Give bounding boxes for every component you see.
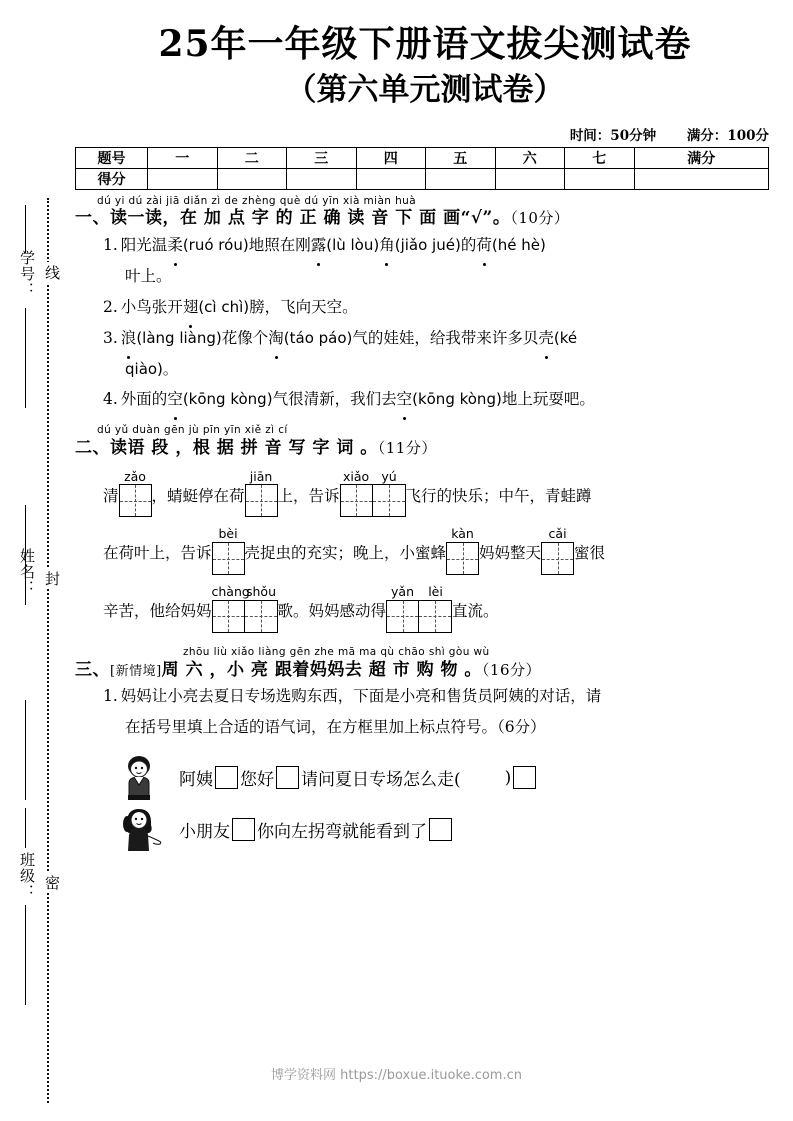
exam-meta <box>75 124 775 144</box>
section-three-number: 三、 <box>75 659 110 680</box>
pinyin-option[interactable]: (làng liàng) <box>136 329 222 348</box>
pinyin-option[interactable]: (kōng kòng) <box>412 390 502 409</box>
score-col-header: 四 <box>356 147 426 168</box>
section-one-heading <box>75 207 775 230</box>
table-row <box>76 147 769 168</box>
passage-text: ，蜻蜓停在荷 <box>151 486 245 505</box>
punctuation-box[interactable] <box>513 766 536 789</box>
page-subtitle: （第六单元测试卷） <box>285 72 565 108</box>
exam-time: 时间：50分钟 <box>569 127 657 144</box>
punctuation-box[interactable] <box>232 818 255 841</box>
dialogue-text: 你向左拐弯就能看到了 <box>257 822 427 843</box>
exam-full-score: 满分：100分 <box>686 127 769 144</box>
section-three-heading <box>75 659 775 682</box>
question-continuation: 叶上。 <box>125 267 172 286</box>
section-one <box>75 196 775 415</box>
tianzige-pinyin: xiǎo yú <box>342 468 397 484</box>
tianzige-pinyin: yǎn lèi <box>391 584 443 600</box>
section-two-points: （11分） <box>377 438 437 457</box>
pinyin-option[interactable]: (táo páo) <box>283 329 353 348</box>
section-three-points: （16分） <box>481 660 542 679</box>
fill-in-line <box>103 470 775 518</box>
score-col-header: 二 <box>217 147 287 168</box>
tianzige-pinyin: kàn <box>451 526 474 542</box>
dotted-char: 淘 <box>268 323 284 354</box>
dialogue-text-boy <box>179 765 538 790</box>
tianzige-group[interactable] <box>212 585 278 633</box>
dotted-char: 柔 <box>167 230 183 261</box>
seal-char-xian: 线 <box>37 262 59 283</box>
tianzige-pinyin: bèi <box>218 526 238 542</box>
score-cell[interactable] <box>287 168 357 189</box>
section-one-points: （10分） <box>510 209 570 228</box>
fill-in-line <box>103 527 775 575</box>
tianzige-pinyin: chàng shǒu <box>211 584 277 600</box>
tianzige-box[interactable] <box>245 484 278 517</box>
dialogue-text: 小朋友 <box>179 822 230 843</box>
score-col-header: 三 <box>287 147 357 168</box>
seal-char-feng: 封 <box>37 568 59 589</box>
student-class-field: 班级： <box>18 852 36 900</box>
dialogue-text: ) <box>504 767 512 788</box>
tianzige-group[interactable] <box>446 527 479 575</box>
pinyin-option[interactable]: (kōng kòng) <box>182 390 273 409</box>
score-cell[interactable] <box>495 168 565 189</box>
section-one-heading-text: 一、读一读，在 加 点 字 的 正 确 读 音 下 面 画“√”。 <box>75 208 511 229</box>
question-1-2 <box>103 292 775 323</box>
tianzige-box[interactable] <box>212 600 245 633</box>
margin-rule <box>25 700 26 800</box>
tianzige-box[interactable] <box>245 600 278 633</box>
seal-char-mi: 密 <box>37 872 59 893</box>
question-continuation: qiào)。 <box>125 360 178 379</box>
question-text: 地照在刚 <box>248 236 311 255</box>
boy-avatar <box>115 753 167 803</box>
passage-text: 歌。妈妈感动得 <box>277 601 387 620</box>
woman-avatar <box>115 805 167 855</box>
dialogue-row-boy <box>115 752 775 804</box>
table-row <box>76 168 769 189</box>
score-cell[interactable] <box>356 168 426 189</box>
question-3-1 <box>103 681 775 741</box>
question-text: 气很清新，我们去 <box>272 390 397 409</box>
pinyin-option[interactable]: (lù lòu) <box>326 236 380 255</box>
score-cell[interactable] <box>148 168 218 189</box>
section-two-pinyin: dú yǔ duàn gēn jù pīn yīn xiě zì cí <box>97 424 288 437</box>
tianzige-group[interactable] <box>245 470 278 518</box>
score-col-header: 一 <box>148 147 218 168</box>
tianzige-box[interactable] <box>212 542 245 575</box>
margin-rule <box>25 205 26 253</box>
section-two <box>75 425 775 633</box>
section-three-heading-text: 周 六 ，小 亮 跟着妈妈去 超 市 购 物 。 <box>161 659 482 680</box>
score-row-label: 题号 <box>76 147 148 168</box>
tianzige-pinyin: jiān <box>249 468 273 484</box>
question-continuation <box>125 712 775 742</box>
dialogue-text: 您好 <box>240 770 274 791</box>
score-table <box>75 147 769 190</box>
tianzige-box[interactable] <box>373 484 406 517</box>
dialogue-text: 请问夏日专场怎么走( <box>301 770 461 791</box>
dialogue-text: 阿姨 <box>179 770 213 791</box>
margin-rule <box>25 308 26 408</box>
question-text: 气的娃娃，给我带来许多贝 <box>352 329 539 348</box>
score-col-header: 满分 <box>634 147 769 168</box>
student-name-field: 姓名： <box>18 548 36 596</box>
score-cell[interactable] <box>634 168 769 189</box>
passage-text: 上，告诉 <box>277 486 340 505</box>
question-points: （6分） <box>497 717 546 736</box>
tianzige-group[interactable] <box>212 527 245 575</box>
section-three <box>75 647 775 856</box>
question-text: 花像个 <box>221 329 269 348</box>
section-two-heading-text: 二、读语 段 ，根 据 拼 音 写 字 词 。 <box>75 437 378 458</box>
dotted-char: 空 <box>167 384 183 415</box>
question-index: 1. <box>103 236 118 255</box>
score-cell[interactable] <box>565 168 635 189</box>
dotted-char: 空 <box>397 384 413 415</box>
dialogue-block <box>115 752 775 856</box>
question-1-4 <box>103 384 775 415</box>
tianzige-box[interactable] <box>386 600 419 633</box>
question-text: 的 <box>460 236 477 255</box>
tianzige-box[interactable] <box>340 484 373 517</box>
margin-rule <box>25 808 26 848</box>
score-row-label: 得分 <box>76 168 148 189</box>
pinyin-option[interactable]: (cì chì) <box>198 298 250 317</box>
tianzige-group[interactable] <box>340 470 406 518</box>
pinyin-option[interactable]: (hé hè) <box>491 236 546 255</box>
tianzige-group[interactable] <box>119 470 152 518</box>
score-col-header: 七 <box>565 147 635 168</box>
tianzige-pinyin: cǎi <box>548 526 567 542</box>
question-text-line2: 在括号里填上合适的语气词，在方框里加上标点符号。 <box>125 717 498 736</box>
question-text: 妈妈让小亮去夏日专场选购东西，下面是小亮和售货员阿姨的对话，请 <box>120 687 602 706</box>
pinyin-option[interactable]: (ruó róu) <box>182 236 249 255</box>
question-1-1 <box>103 230 775 292</box>
passage-text: 辛苦，他给妈妈 <box>103 601 212 620</box>
seal-dotted-line <box>47 198 49 1103</box>
new-scenario-tag: [新情境] <box>110 663 162 679</box>
tianzige-box[interactable] <box>419 600 452 633</box>
score-col-header: 五 <box>426 147 496 168</box>
question-1-3 <box>103 323 775 384</box>
tianzige-group[interactable] <box>386 585 452 633</box>
question-text: 膀，飞向天空。 <box>249 298 358 317</box>
pinyin-option[interactable]: (jiǎo jué) <box>394 236 461 255</box>
section-two-heading <box>75 437 775 460</box>
section-three-pinyin: zhōu liù xiǎo liàng gēn zhe mā ma qù chāo shì gòu wù <box>183 645 490 658</box>
fill-in-line <box>103 585 775 633</box>
page-title: 25年一年级下册语文拔尖测试卷 <box>158 23 692 65</box>
dotted-char: 翅 <box>183 292 199 323</box>
passage-text: 清 <box>103 486 119 505</box>
dotted-char: 露 <box>311 230 327 261</box>
question-index: 4. <box>103 390 118 409</box>
question-text: 阳光温 <box>120 236 168 255</box>
tianzige-box[interactable] <box>446 542 479 575</box>
score-cell[interactable] <box>426 168 496 189</box>
dotted-char: 荷 <box>476 230 492 261</box>
dotted-char: 角 <box>379 230 395 261</box>
seal-margin <box>0 0 75 1121</box>
question-index: 2. <box>103 298 118 317</box>
margin-rule <box>25 905 26 1005</box>
question-text: 地上玩耍吧。 <box>501 390 595 409</box>
student-id-field: 学号： <box>18 250 36 298</box>
punctuation-box[interactable] <box>215 766 238 789</box>
section-two-body <box>75 470 775 633</box>
pinyin-option[interactable]: (ké <box>553 329 578 348</box>
dotted-char: 壳 <box>538 323 554 354</box>
question-index: 1. <box>103 687 118 706</box>
question-index: 3. <box>103 329 118 348</box>
dialogue-row-woman <box>115 804 775 856</box>
tianzige-pinyin: zǎo <box>124 468 146 484</box>
tianzige-group[interactable] <box>541 527 574 575</box>
dialogue-text-woman <box>179 817 454 842</box>
tianzige-box[interactable] <box>541 542 574 575</box>
question-text: 外面的 <box>120 390 168 409</box>
punctuation-box[interactable] <box>429 818 452 841</box>
dotted-char: 浪 <box>121 323 137 354</box>
score-cell[interactable] <box>217 168 287 189</box>
passage-text: 直流。 <box>452 601 499 620</box>
footer-watermark: 博学资料网 https://boxue.ituoke.com.cn <box>271 1068 522 1083</box>
question-text: 小鸟张开 <box>120 298 183 317</box>
passage-text: 在荷叶上，告诉 <box>103 544 212 563</box>
passage-text: 飞行的快乐；中午，青蛙蹲 <box>405 486 592 505</box>
exam-sheet <box>75 0 775 856</box>
section-one-pinyin: dú yi dú zài jiā diǎn zì de zhèng què dú yīn xià miàn huà <box>97 194 417 207</box>
passage-text: 妈妈整天 <box>479 544 542 563</box>
tianzige-box[interactable] <box>119 484 152 517</box>
score-col-header: 六 <box>495 147 565 168</box>
passage-text: 蜜很 <box>574 544 606 563</box>
passage-text: 壳捉虫的充实；晚上，小蜜蜂 <box>244 544 447 563</box>
punctuation-box[interactable] <box>276 766 299 789</box>
